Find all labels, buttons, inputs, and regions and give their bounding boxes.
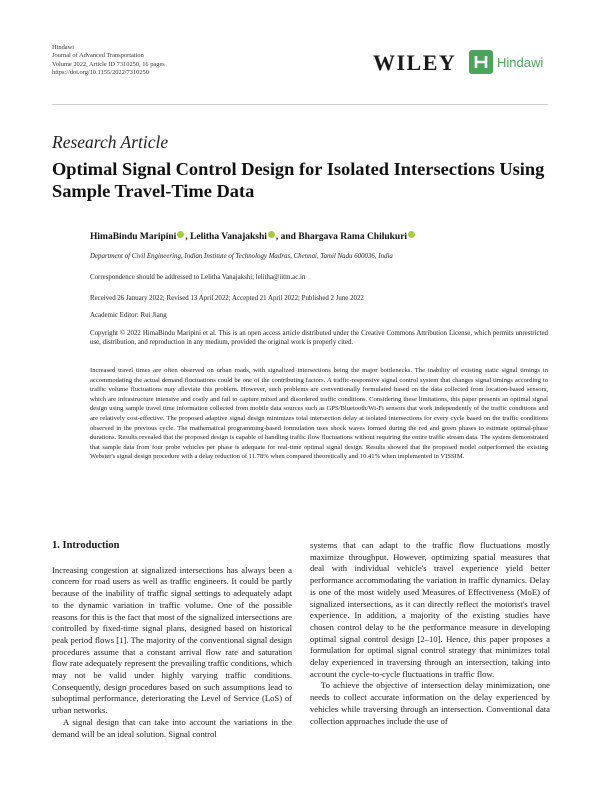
section-heading: 1. Introduction [52,540,120,551]
orcid-icon[interactable] [268,231,275,238]
column-right [310,540,550,727]
hindawi-logo [469,50,543,74]
orcid-icon[interactable] [408,231,415,238]
hindawi-logo-text: Hindawi [497,54,544,70]
paragraph: To achieve the objective of intersection delay minimization, one needs to collect accurate information on the delay experienced by vehicles while traversing through an intersection. Conventional data collection approaches include the use of [310,680,550,726]
publication-dates: Received 26 January 2022; Revised 13 April 2022; Accepted 21 April 2022; Published 2 June 2022 [90,295,364,302]
copyright-notice: Copyright © 2022 HimaBindu Maripini et al. This is an open access article distributed under the Creative Commons Attribution License, which permits unrestricted use, distribution, and reproduction in any medium, provided the original work is properly cited. [90,330,548,347]
article-title: Optimal Signal Control Design for Isolated Intersections Using Sample Travel-Time Data [52,159,545,201]
paragraph: systems that can adapt to the traffic flow fluctuations mostly maximize throughput. However, optimizing spatial measures that deal with individual vehicle's travel experience yield better performance accommodating the variation in traffic dynamics. Delay is one of the most widely used Measures of Effectiveness (MoE) of signalized intersections, as it can directly reflect the motorist's travel experience. In addition, a majority of the existing studies have chosen control delay to be the performance measure in developing optimal signal control design [2–10]. Hence, this paper proposes a formulation for optimal signal control strategy that minimizes total delay experienced in traversing through an intersection, taking into account the cycle-to-cycle fluctuations in traffic flow. [310,540,550,679]
affiliation: Department of Civil Engineering, Indian Institute of Technology Madras, Chennai, Tamil Nadu 600036, India [90,253,393,260]
author-name[interactable]: , Lelitha Vanajakshi [185,232,267,242]
publisher-name: Hindawi [52,44,75,51]
abstract: Increased travel times are often observed on urban roads, with signalized intersections being the major bottlenecks. The inability of existing static signal timings in accommodating the actual demand fluctuations could be one of the contributing factors. A traffic-responsive signal control system that changes signal timings according to traffic volume fluctuations may alleviate this problem. However, such problems are conventionally formulated based on the data collected from location-based sensors, which are infrastructure intensive and costly and fail to capture mixed and disordered traffic conditions. Considering these limitations, this paper presents an optimal signal design using sample travel time information collected from mobile data sources such as GPS/Bluetooth/Wi-Fi sensors that work independently of the traffic conditions and are relatively cost-effective. The proposed adaptive signal design minimizes total intersection delay at isolated intersections for every cycle based on the traffic conditions observed in the previous cycle. The mathematical programming-based formulation uses shock waves formed during the red and green phases to estimate optimal-phase durations. Results revealed that the proposed design is capable of handling traffic flow fluctuations without requiring the entire traffic stream data. The system demonstrated that sample data from four probe vehicles per phase is adequate for real-time optimal signal design. Results showed that the proposed model outperformed the existing Webster's signal design procedure with a delay reduction of 11.78% when compared theoretically and 10.41% when implemented in VISSIM. [90,367,548,461]
author-name[interactable]: HimaBindu Maripini [90,232,177,242]
wiley-logo: WILEY [373,50,457,75]
orcid-icon[interactable] [177,231,184,238]
volume-line: Volume 2022, Article ID 7310250, 16 pages [52,60,165,68]
column-left [52,540,292,740]
paragraph: Increasing congestion at signalized intersections has always been a concern for road users as well as traffic engineers. It could be partly because of the inability of traffic signal settings to adequately adapt to the dynamic variation in traffic volume. One of the possible reasons for this is the fact that most of the signalized intersections are controlled by fixed-time signal plans, designed based on historical peak period flows [1]. The majority of the conventional signal design procedures assume that a constant arrival flow rate and saturation flow rate adequately represent the prevailing traffic conditions, which may not be valid under highly varying traffic conditions. Consequently, design procedures based on such assumptions lead to suboptimal performance, deteriorating the Level of Service (LoS) of urban networks. [52,564,292,716]
academic-editor: Academic Editor: Rui Jiang [90,312,167,319]
journal-name: Journal of Advanced Transportation [52,52,144,60]
header-divider [52,104,548,105]
author-name[interactable]: , and Bhargava Rama Chilukuri [275,232,408,242]
hindawi-logo-icon [469,50,493,74]
author-list [90,231,416,242]
doi-link[interactable]: https://doi.org/10.1155/2022/7310250 [52,69,149,77]
paragraph: A signal design that can take into account the variations in the demand will be an ideal solution. Signal control [52,716,292,739]
journal-metadata [52,44,165,78]
correspondence: Correspondence should be addressed to Lelitha Vanajakshi; lelitha@iitm.ac.in [90,274,306,281]
article-type: Research Article [52,132,169,152]
